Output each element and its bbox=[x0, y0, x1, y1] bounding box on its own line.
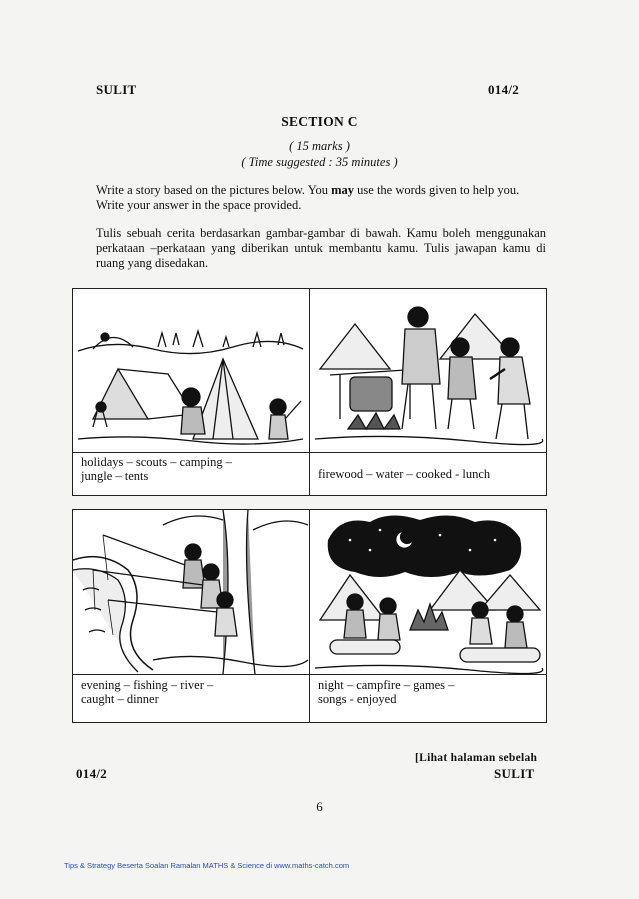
picture-grid-top bbox=[72, 288, 547, 496]
instructions-english bbox=[96, 183, 546, 213]
next-page-note: [Lihat halaman sebelah bbox=[415, 752, 538, 764]
section-title: SECTION C bbox=[281, 114, 358, 129]
page-number: 6 bbox=[316, 799, 323, 814]
cooking-scene-image bbox=[310, 289, 546, 452]
panel-campfire-illustration bbox=[310, 510, 546, 674]
footer-code: 014/2 bbox=[76, 766, 108, 781]
header-code: 014/2 bbox=[488, 82, 520, 97]
footer-website-link[interactable]: Tips & Strategy Beserta Soalan Ramalan MATHS & Science di www.maths-catch.com bbox=[64, 861, 350, 870]
campfire-scene-image bbox=[310, 510, 546, 674]
panel-2-caption: firewood – water – cooked - lunch bbox=[318, 467, 491, 481]
camping-scene-image bbox=[73, 289, 309, 452]
section-marks: ( 15 marks ) bbox=[289, 139, 350, 153]
instructions-malay: Tulis sebuah cerita berdasarkan gambar-gambar di bawah. Kamu boleh menggunakan perkataan –perkataan yang diberikan untuk membantu kamu. Tulis jawapan kamu di ruang yang disedakan. bbox=[96, 226, 546, 270]
panel-cooking-illustration bbox=[310, 289, 546, 452]
panel-3-caption: evening – fishing – river – caught – dinner bbox=[81, 678, 214, 706]
instructions-english-line2: Write your answer in the space provided. bbox=[96, 198, 302, 212]
panel-camping-illustration bbox=[73, 289, 309, 452]
fishing-scene-image bbox=[73, 510, 309, 674]
header-sulit: SULIT bbox=[96, 82, 137, 97]
panel-4-caption: night – campfire – games – songs - enjoyed bbox=[318, 678, 455, 706]
section-time: ( Time suggested : 35 minutes ) bbox=[241, 155, 398, 169]
panel-fishing-illustration bbox=[73, 510, 309, 674]
panel-1-caption: holidays – scouts – camping – jungle – tents bbox=[81, 455, 233, 483]
picture-grid-bottom bbox=[72, 509, 547, 723]
instructions-english-line1: Write a story based on the pictures below. You may use the words given to help you. bbox=[96, 183, 520, 197]
footer-sulit: SULIT bbox=[494, 766, 535, 781]
